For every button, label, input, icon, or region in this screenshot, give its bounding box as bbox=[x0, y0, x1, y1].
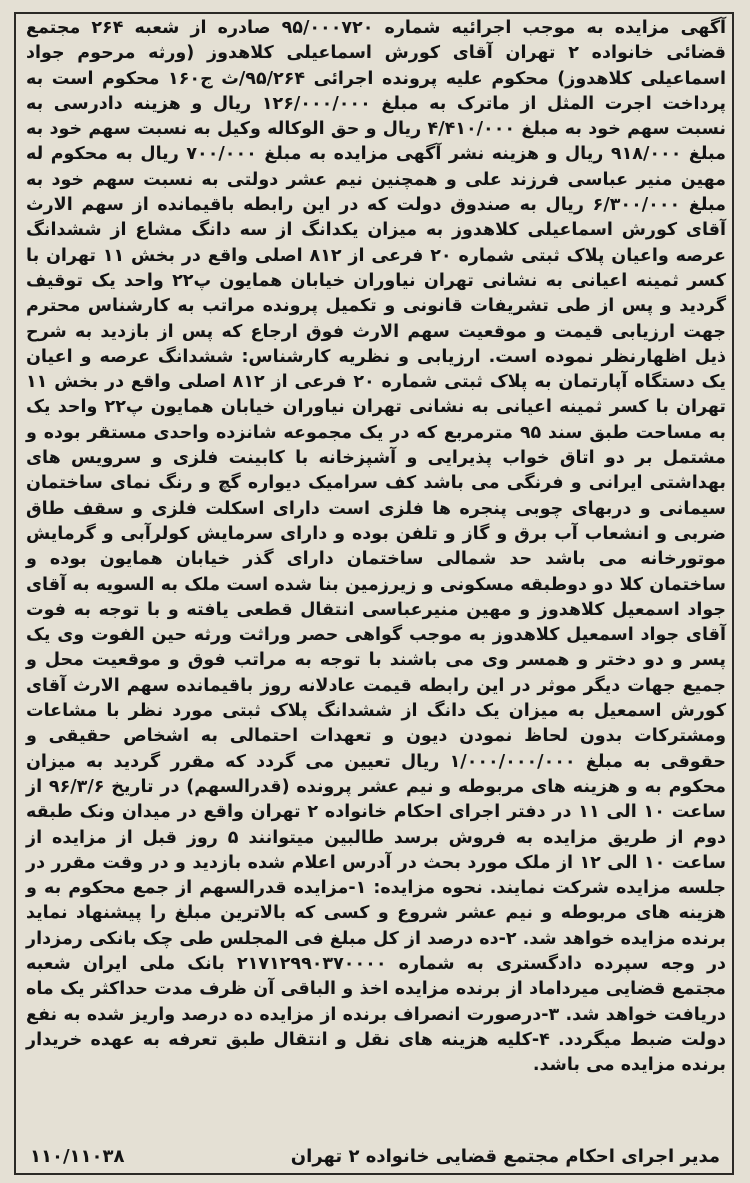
reference-number: ۱۱۰/۱۱۰۳۸ bbox=[30, 1145, 125, 1167]
auction-notice-text: آگهی مزایده به موجب اجرائیه شماره ۹۵/۰۰۰۷۲۰ صادره از شعبه ۲۶۴ مجتمع قضائی خانواده ۲ تهران آقای کورش اسماعیلی کلاهدوز (ورثه مرحوم جواد اسماعیلی کلاهدوز) محکوم علیه پرونده اجرائی ۹۵/۲۶۴/ث ج۱۶۰ محکوم است به پرداخت اجرت المثل از ماترک به مبلغ ۱۲۶/۰۰۰/۰۰۰ ریال و هزینه دادرسی به نسبت سهم خود به مبلغ ۴/۴۱۰/۰۰۰ ریال و حق الوکاله وکیل به نسبت سهم خود به مبلغ ۹۱۸/۰۰۰ ریال و هزینه نشر آگهی مزایده به مبلغ ۷۰۰/۰۰۰ ریال به محکوم له مهین منیر عباسی فرزند علی و همچنین نیم عشر دولتی به نسبت سهم خود به مبلغ ۶/۳۰۰/۰۰۰ ریال به صندوق دولت که در این رابطه باقیمانده از سهم الارث آقای کورش اسماعیلی کلاهدوز به میزان یکدانگ از سه دانگ مشاع از ششدانگ عرصه واعیان پلاک ثبتی شماره ۲۰ فرعی از ۸۱۲ اصلی واقع در بخش ۱۱ تهران با کسر ثمینه اعیانی به نشانی تهران نیاوران خیابان همایون پ۲۲ واحد یک توقیف گردید و پس از طی تشریفات قانونی و تکمیل پرونده مراتب به کارشناس محترم جهت ارزیابی قیمت و موقعیت سهم الارث فوق ارجاع که پس از بازدید به شرح ذیل اظهارنظر نموده است. ارزیابی و نظریه کارشناس: ششدانگ عرصه و اعیان یک دستگاه آپارتمان به پلاک ثبتی شماره ۲۰ فرعی از ۸۱۲ اصلی واقع در بخش ۱۱ تهران با کسر ثمینه اعیانی به نشانی تهران نیاوران خیابان همایون پ۲۲ واحد یک به مساحت طبق سند ۹۵ مترمربع که در یک مجموعه شانزده واحدی مستقر بوده و مشتمل بر دو اتاق خواب پذیرایی و آشپزخانه با کابینت فلزی و سرویس های بهداشتی ایرانی و فرنگی می باشد کف سرامیک دیواره گچ و رنگ نمای ساختمان سیمانی و دربهای چوبی پنجره ها فلزی است دارای اسکلت فلزی و سقف طاق ضربی و انشعاب آب برق و گاز و تلفن بوده و دارای سرمایش کولرآبی و گرمایش موتورخانه می باشد حد شمالی ساختمان دارای گذر خیابان همایون بوده و ساختمان کلا دو دوطبقه مسکونی و زیرزمین بنا شده است ملک به السویه به آقای جواد اسمعیل کلاهدوز و مهین منیرعباسی انتقال قطعی یافته و با توجه به فوت آقای جواد اسمعیل کلاهدوز به موجب گواهی حصر وراثت ورثه حین الفوت وی یک پسر و دو دختر و همسر وی می باشند با توجه به مراتب فوق و موقعیت محل و جمیع جهات دیگر موثر در این رابطه قیمت عادلانه روز باقیمانده سهم الارث آقای کورش اسمعیل به میزان یک دانگ از ششدانگ پلاک ثبتی مورد نظر با مشاعات ومشترکات بدون لحاظ نمودن دیون و تعهدات احتمالی به اشخاص حقیقی و حقوقی به مبلغ ۱/۰۰۰/۰۰۰/۰۰۰ ریال تعیین می گردد که مقرر گردید به میزان محکوم به و هزینه های مربوطه و نیم عشر پرونده (قدرالسهم) در تاریخ ۹۶/۳/۶ از ساعت ۱۰ الی ۱۱ در دفتر اجرای احکام خانواده ۲ تهران واقع در میدان ونک طبقه دوم از طریق مزایده به فروش برسد طالبین میتوانند ۵ روز قبل از مزایده از ساعت ۱۰ الی ۱۲ از ملک مورد بحث در آدرس اعلام شده بازدید و در وقت مقرر در جلسه مزایده شرکت نمایند. نحوه مزایده: ۱-مزایده قدرالسهم از جمع محکوم به و هزینه های مربوطه و نیم عشر شروع و کسی که بالاترین مبلغ را پیشنهاد نماید برنده مزایده خواهد شد. ۲-ده درصد از کل مبلغ فی المجلس طی چک بانکی رمزدار در وجه سپرده دادگستری به شماره ۲۱۷۱۲۹۹۰۳۷۰۰۰۰ بانک ملی ایران شعبه مجتمع قضایی میرداماد از برنده مزایده اخذ و الباقی آن ظرف مدت حداکثر یک ماه دریافت خواهد شد. ۳-درصورت انصراف برنده از مزایده ده درصد واریز شده به نفع دولت ضبط میگردد. ۴-کلیه هزینه های نقل و انتقال طبق تعرفه به عهده خریدار برنده مزایده می باشد. bbox=[26, 18, 727, 1076]
signature-line: مدیر اجرای احکام مجتمع قضایی خانواده ۲ تهران bbox=[290, 1145, 720, 1167]
notice-footer bbox=[30, 1141, 720, 1171]
